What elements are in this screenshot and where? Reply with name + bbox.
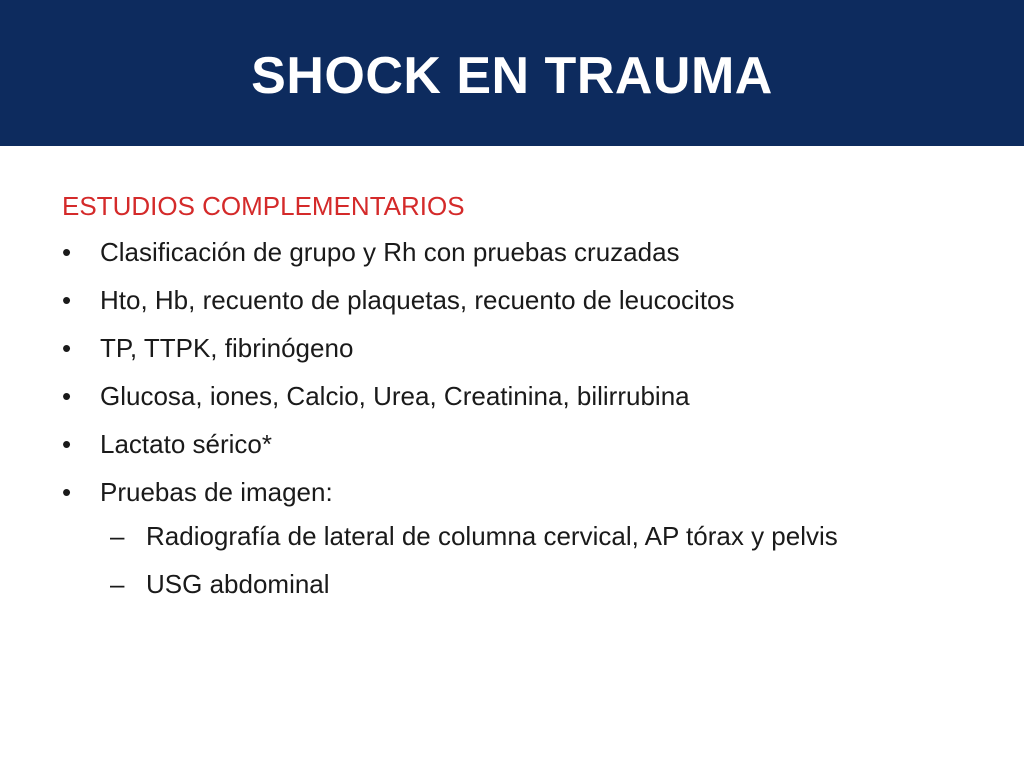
section-heading: ESTUDIOS COMPLEMENTARIOS (62, 191, 465, 221)
sub-list-item (110, 516, 982, 556)
list-item (62, 424, 982, 464)
list-item-text: Glucosa, iones, Calcio, Urea, Creatinina, bilirrubina (100, 381, 690, 411)
sub-list-item (110, 564, 982, 604)
bullet-icon: • (62, 429, 72, 459)
list-item-text: TP, TTPK, fibrinógeno (100, 333, 354, 363)
list-item-text: Pruebas de imagen: (100, 477, 333, 507)
sub-list (100, 516, 982, 604)
dash-icon: – (110, 569, 125, 599)
title-bar (0, 0, 1024, 146)
list-item (62, 472, 982, 604)
list-item-text: Clasificación de grupo y Rh con pruebas cruzadas (100, 237, 680, 267)
bullet-icon: • (62, 237, 72, 267)
bullet-icon: • (62, 333, 72, 363)
list-item (62, 328, 982, 368)
dash-icon: – (110, 521, 125, 551)
list-item (62, 376, 982, 416)
bullet-icon: • (62, 477, 72, 507)
list-item (62, 232, 982, 272)
bullet-list (62, 232, 982, 604)
list-item-text: Hto, Hb, recuento de plaquetas, recuento de leucocitos (100, 285, 735, 315)
slide-content (62, 184, 982, 612)
list-item (62, 280, 982, 320)
slide-title: SHOCK EN TRAUMA (251, 47, 773, 105)
bullet-icon: • (62, 381, 72, 411)
bullet-icon: • (62, 285, 72, 315)
list-item-text: Lactato sérico* (100, 429, 272, 459)
sub-list-item-text: USG abdominal (146, 569, 330, 599)
sub-list-item-text: Radiografía de lateral de columna cervical, AP tórax y pelvis (146, 521, 838, 551)
